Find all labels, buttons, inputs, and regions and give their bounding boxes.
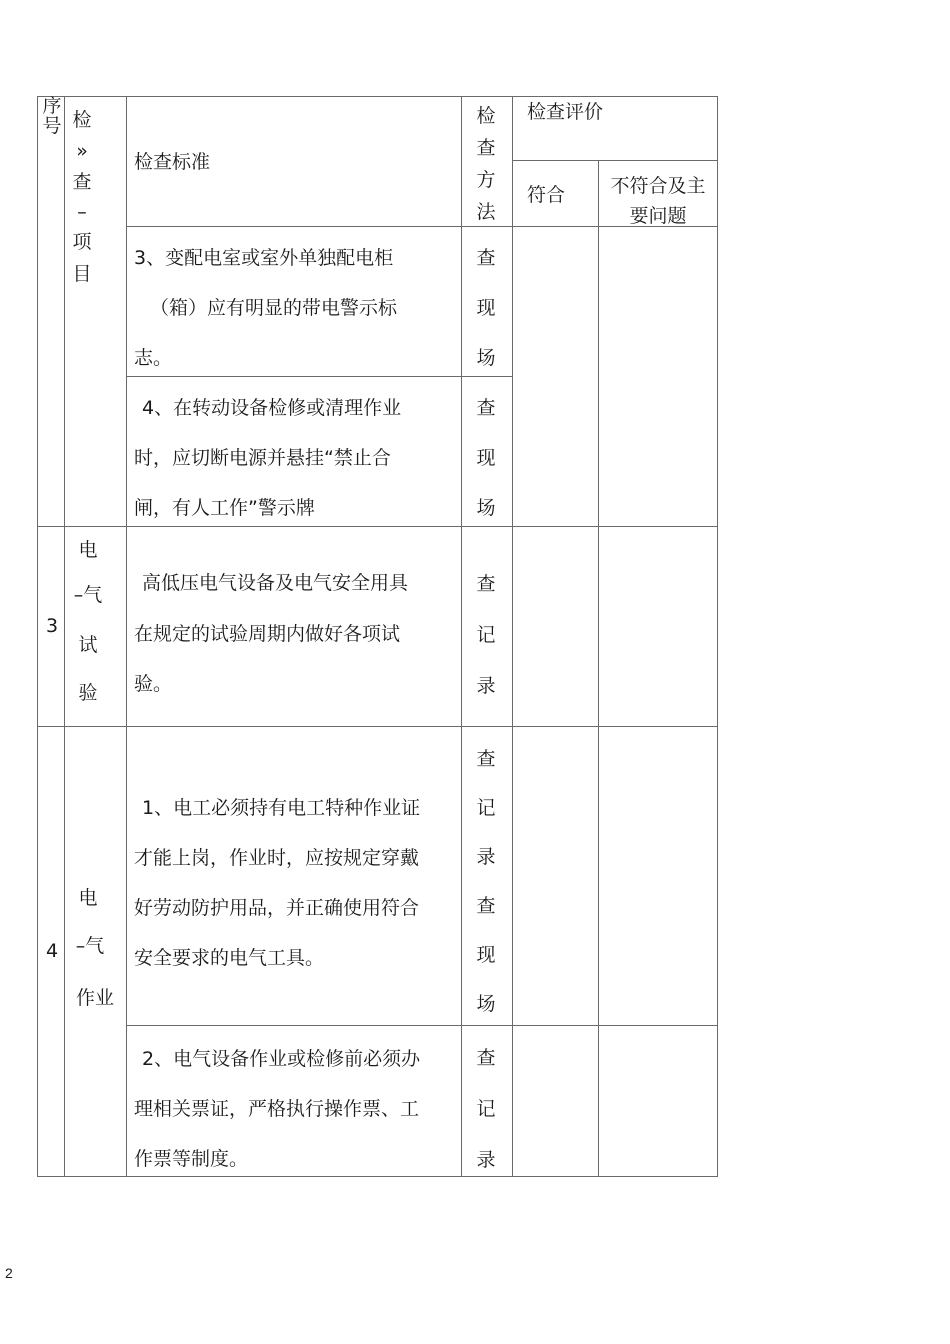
method-char: 录 — [476, 846, 496, 868]
item-char: –气 — [73, 584, 103, 606]
item-char: 电 — [78, 887, 98, 909]
item-char: –气 — [75, 935, 105, 957]
header-col-nonconform-line: 要问题 — [629, 205, 687, 227]
header-col-item-char: 目 — [72, 263, 92, 285]
header-col-item-char: 项 — [72, 231, 92, 253]
method-char: 现 — [476, 297, 496, 319]
standard-line: 4、在转动设备检修或清理作业 — [142, 397, 402, 419]
header-col-nonconform — [599, 171, 717, 231]
method-cell — [470, 397, 502, 519]
header-col-method-char: 法 — [476, 201, 496, 223]
header-col-method-char: 查 — [476, 137, 496, 159]
header-col-method — [470, 100, 502, 228]
header-col-no-char: 序 — [42, 95, 62, 117]
header-col-no — [40, 96, 64, 136]
row-number: 4 — [46, 940, 59, 962]
standard-line: 3、变配电室或室外单独配电柜 — [134, 247, 394, 269]
method-char: 查 — [476, 397, 496, 419]
method-char: 查 — [476, 748, 496, 770]
method-char: 场 — [476, 347, 496, 369]
standard-line: 安全要求的电气工具。 — [134, 947, 325, 969]
header-col-item-char: 检 — [72, 109, 92, 131]
method-char: 录 — [476, 675, 496, 697]
method-char: 场 — [476, 497, 496, 519]
method-char: 查 — [476, 1047, 496, 1069]
method-char: 现 — [476, 944, 496, 966]
method-cell — [470, 247, 502, 369]
item-cell — [64, 539, 112, 704]
standard-line: 验。 — [134, 673, 173, 695]
page-number: 2 — [5, 1265, 13, 1281]
row-number: 3 — [46, 615, 59, 637]
header-col-standard: 检查标准 — [134, 151, 211, 173]
method-char: 查 — [476, 895, 496, 917]
method-char: 查 — [476, 247, 496, 269]
standard-line: 好劳动防护用品，并正确使用符合 — [134, 897, 420, 919]
method-char: 场 — [476, 993, 496, 1015]
standard-line: 高低压电气设备及电气安全用具 — [142, 572, 409, 594]
item-char: 电 — [78, 539, 98, 561]
standard-line: 在规定的试验周期内做好各项试 — [134, 623, 401, 645]
method-char: 记 — [476, 1098, 496, 1120]
header-col-item-char: 查 — [72, 171, 92, 193]
method-char: 记 — [476, 624, 496, 646]
method-cell — [470, 573, 502, 697]
standard-line: 才能上岗，作业时，应按规定穿戴 — [134, 847, 420, 869]
header-col-item — [64, 104, 100, 290]
method-char: 查 — [476, 573, 496, 595]
header-col-item-char: » — [76, 140, 88, 162]
standard-line: 闸，有人工作”警示牌 — [134, 497, 315, 519]
standard-line: 2、电气设备作业或检修前必须办 — [142, 1048, 421, 1070]
method-cell — [470, 1047, 502, 1171]
item-char: 试 — [78, 634, 98, 656]
item-cell — [64, 887, 126, 1009]
method-char: 记 — [476, 797, 496, 819]
header-col-nonconform-line: 不符合及主 — [610, 175, 706, 197]
item-char: 验 — [78, 682, 98, 704]
header-col-conform: 符合 — [527, 184, 566, 206]
standard-line: 志。 — [134, 347, 173, 369]
method-char: 现 — [476, 447, 496, 469]
header-col-no-char: 号 — [42, 115, 62, 137]
item-char: 作业 — [75, 987, 114, 1009]
header-col-method-char: 检 — [476, 105, 496, 127]
standard-line: 时，应切断电源并悬挂“禁止合 — [134, 447, 391, 469]
header-col-eval: 检查评价 — [527, 101, 604, 123]
method-cell — [470, 748, 502, 1015]
standard-line: 理相关票证，严格执行操作票、工 — [134, 1098, 420, 1120]
standard-line: 1、电工必须持有电工特种作业证 — [142, 797, 421, 819]
standard-line: 作票等制度。 — [134, 1148, 249, 1170]
standard-line: （箱）应有明显的带电警示标 — [150, 297, 398, 319]
method-char: 录 — [476, 1149, 496, 1171]
header-col-item-char: – — [77, 201, 87, 223]
header-col-method-char: 方 — [476, 169, 496, 191]
